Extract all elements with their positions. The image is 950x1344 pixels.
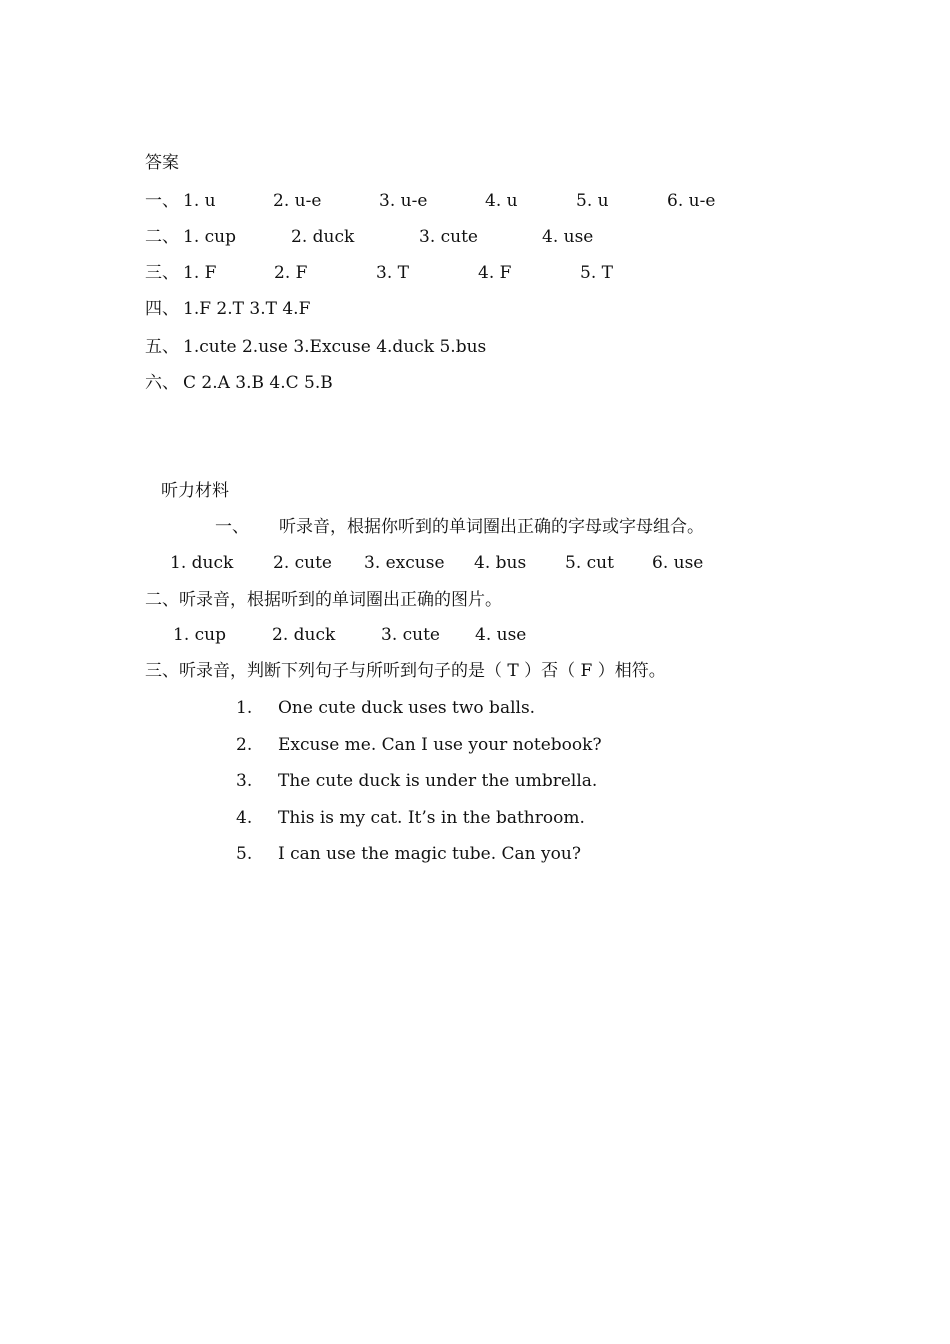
listening-item: 4. bus <box>474 553 527 573</box>
sentence-text: Excuse me. Can I use your notebook? <box>278 735 602 755</box>
answer-item: 3. u-e <box>379 191 428 211</box>
listening-item: 1. cup <box>173 625 226 645</box>
answer-row-label: 五、 <box>145 337 179 357</box>
sentence-text: This is my cat. It’s in the bathroom. <box>278 808 585 828</box>
answer-item: 1. cup <box>183 227 236 247</box>
answer-item: 1. F <box>183 263 217 283</box>
listening-item: 6. use <box>652 553 704 573</box>
listening-item: 4. use <box>475 625 527 645</box>
answer-text: 1.F 2.T 3.T 4.F <box>183 299 311 319</box>
listening-item: 1. duck <box>170 553 234 573</box>
answer-row-label: 二、 <box>145 227 179 247</box>
answer-item: 4. use <box>542 227 594 247</box>
answer-item: 4. u <box>485 191 518 211</box>
section-instruction: 三、听录音，判断下列句子与所听到句子的是（ T ）否（ F ）相符。 <box>145 661 666 681</box>
answer-item: 3. T <box>376 263 409 283</box>
answer-row-label: 一、 <box>145 191 179 211</box>
listening-item: 5. cut <box>565 553 614 573</box>
answer-item: 2. duck <box>291 227 355 247</box>
listening-item: 2. cute <box>273 553 332 573</box>
answers-heading: 答案 <box>145 153 179 173</box>
answer-row-label: 四、 <box>145 299 179 319</box>
answer-row-label: 六、 <box>145 373 179 393</box>
sentence-number: 4. <box>236 808 253 828</box>
listening-item: 3. excuse <box>364 553 445 573</box>
answer-text: C 2.A 3.B 4.C 5.B <box>183 373 333 393</box>
section-instruction: 二、听录音，根据听到的单词圈出正确的图片。 <box>145 590 502 610</box>
sentence-text: I can use the magic tube. Can you? <box>278 844 581 864</box>
sentence-number: 1. <box>236 698 253 718</box>
listening-item: 2. duck <box>272 625 336 645</box>
answer-item: 6. u-e <box>667 191 716 211</box>
listening-item: 3. cute <box>381 625 440 645</box>
answer-text: 1.cute 2.use 3.Excuse 4.duck 5.bus <box>183 337 487 357</box>
answer-item: 4. F <box>478 263 512 283</box>
sentence-number: 3. <box>236 771 253 791</box>
section-label: 一、 <box>215 517 249 537</box>
answer-row-label: 三、 <box>145 263 179 283</box>
answer-item: 5. u <box>576 191 609 211</box>
sentence-number: 2. <box>236 735 253 755</box>
answer-item: 2. u-e <box>273 191 322 211</box>
listening-heading: 听力材料 <box>161 481 229 501</box>
answer-item: 2. F <box>274 263 308 283</box>
sentence-text: The cute duck is under the umbrella. <box>278 771 598 791</box>
sentence-text: One cute duck uses two balls. <box>278 698 536 718</box>
section-instruction: 听录音，根据你听到的单词圈出正确的字母或字母组合。 <box>279 517 704 537</box>
answer-item: 1. u <box>183 191 216 211</box>
sentence-number: 5. <box>236 844 253 864</box>
answer-item: 5. T <box>580 263 613 283</box>
answer-item: 3. cute <box>419 227 478 247</box>
